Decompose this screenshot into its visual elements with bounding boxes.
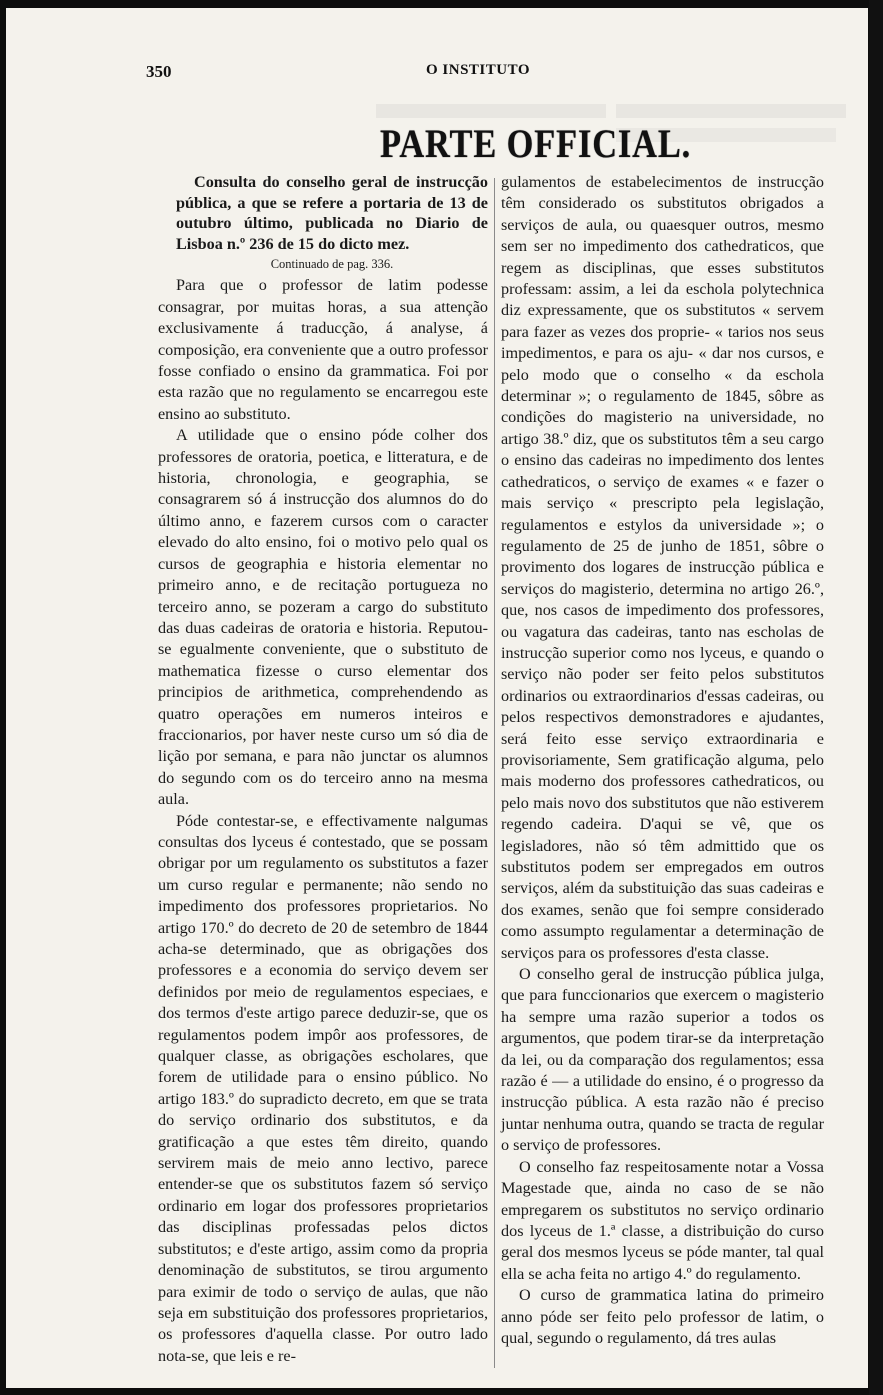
bleed-through-2 <box>616 104 846 118</box>
right-column <box>501 172 824 1349</box>
left-column <box>158 172 488 1367</box>
consulta-heading: Consulta do conselho geral de instrucção pública, a que se refere a portaria de 13 de outubro último, publicada no Diario de Lisboa n.º 236 de 15 do dicto mez. <box>176 173 488 253</box>
left-paragraph: Para que o professor de latim podesse consagrar, por muitas horas, a sua attenção exclusivamente á traducção, á analyse, á composição, era conveniente que a outro professor fosse confiado o ensino da grammatica. Foi por esta razão que no regulamento se encarregou este ensino ao substituto. <box>158 276 488 423</box>
running-title: O INSTITUTO <box>426 62 531 78</box>
column-divider <box>494 178 495 1368</box>
continued-note: Continuado de pag. 336. <box>270 257 394 271</box>
page-number: 350 <box>146 62 172 81</box>
left-paragraph: A utilidade que o ensino póde colher dos professores de oratoria, poetica, e litteratura, e de historia, chronologia, e geographia, se consagrarem só á instrucção dos alumnos do do último anno, e fazerem cursos com o caracter elevado do alto ensino, foi o motivo pelo qual os cursos de geographia e historia elementar no primeiro anno, e de recitação portugueza no terceiro anno, se pozeram a cargo do substituto das duas cadeiras de oratoria e historia. Reputou-se egualmente conveniente, que o substituto de mathematica fizesse o curso elementar dos principios de arithmetica, comprehendendo as quatro operações em numeros inteiros e fraccionarios, por haver neste curso um só dia de lição por semana, e para não junctar os alumnos do segundo com os do terceiro anno na mesma aula. <box>158 426 488 809</box>
section-title: PARTE OFFICIAL. <box>380 121 692 166</box>
right-paragraph: O conselho faz respeitosamente notar a Vossa Magestade que, ainda no caso de se não empregarem os substitutos no serviço ordinario dos lyceus de 1.ª classe, a distribuição do curso geral dos mesmos lyceus se póde manter, tal qual ella se acha feita no artigo 4.º do regulamento. <box>501 1157 824 1283</box>
bleed-through-1 <box>376 104 606 118</box>
page-header <box>146 62 806 82</box>
right-paragraph: O conselho geral de instrucção pública julga, que para funccionarios que exercem o magisterio ha sempre uma razão superior a todos os argumentos, que podem tirar-se da interpretação da lei, ou da comparação dos regulamentos; essa razão é — a utilidade do ensino, é o progresso da instrucção pública. A esta razão não é preciso juntar nenhuma outra, quando se tracta de regular o serviço de professores. <box>501 965 824 1155</box>
left-paragraph: Póde contestar-se, e effectivamente nalgumas consultas dos lyceus é contestado, que se possam obrigar por um regulamento os substitutos a fazer um curso regular e permanente; não sendo no impedimento dos professores proprietarios. No artigo 170.º do decreto de 20 de setembro de 1844 acha-se determinado, que as obrigações dos professores e a economia do serviço devem ser definidos por meio de regulamentos especiaes, e dos termos d'este artigo parece deduzir-se, que os regulamentos podem impôr aos professores, de qualquer classe, as obrigações escholares, que forem de utilidade para o ensino público. No artigo 183.º do supradicto decreto, em que se trata do serviço ordinario dos substitutos, e da gratificação a que estes têm direito, quando servirem mais de meio anno lectivo, parece entender-se que os substitutos fazem só serviço ordinario em logar dos professores proprietarios das disciplinas professadas pelos dictos substitutos; e d'este artigo, assim como da propria denominação de substitutos, se tirou argumento para eximir de todo o serviço de aulas, que não seja em substituição dos professores proprietarios, os professores d'aquella classe. Por outro lado nota-se, que leis e re- <box>158 811 488 1365</box>
scan-border <box>869 0 883 1395</box>
right-paragraph: gulamentos de estabelecimentos de instrucção têm considerado os substitutos obrigados a serviços de aula, ou quaesquer outros, mesmo sem ser no impedimento dos cathedraticos, que regem as disciplinas, que esses substitutos professam: assim, a lei da eschola polytechnica diz expressamente, que os substitutos « servem para fazer as vezes dos proprie- « tarios nos seus impedimentos, e para os aju- « dar nos cursos, e pelo modo que o conselho « da eschola determinar »; o regulamento de 1845, sôbre as condições do magisterio na universidade, no artigo 38.º diz, que os substitutos têm a seu cargo o ensino das cadeiras no impedimento dos lentes cathedraticos, o serviço de exames « e fazer o mais serviço « prescripto pela legislação, regulamentos e estylos da universidade »; o regulamento de 25 de junho de 1851, sôbre o provimento dos logares de instrucção pública e serviços do magisterio, determina no artigo 26.º, que, nos casos de impedimento dos professores, ou vagatura das cadeiras, tanto nas escholas de instrucção superior como nos lyceus, e quando o serviço não poder ser feito pelos substitutos ordinarios ou extraordinarios d'essas cadeiras, ou pelos respectivos demonstradores e ajudantes, será feito esse serviço extraordinaria e provisoriamente, Sem gratificação alguma, pelo mais moderno dos professores cathedraticos, ou pelo mais novo dos substitutos que não estiverem regendo cadeira. D'aqui se vê, que os legisladores, não só têm admittido que os substitutos podem ser empregados em outros serviços, além da substituição das suas cadeiras e dos exames, senão que foi sempre considerado como assumpto regulamentar a determinação de serviços para os professores d'esta classe. <box>501 173 824 962</box>
right-paragraph: O curso de grammatica latina do primeiro anno póde ser feito pelo professor de latim, o qual, segundo o regulamento, dá tres aulas <box>501 1286 824 1347</box>
